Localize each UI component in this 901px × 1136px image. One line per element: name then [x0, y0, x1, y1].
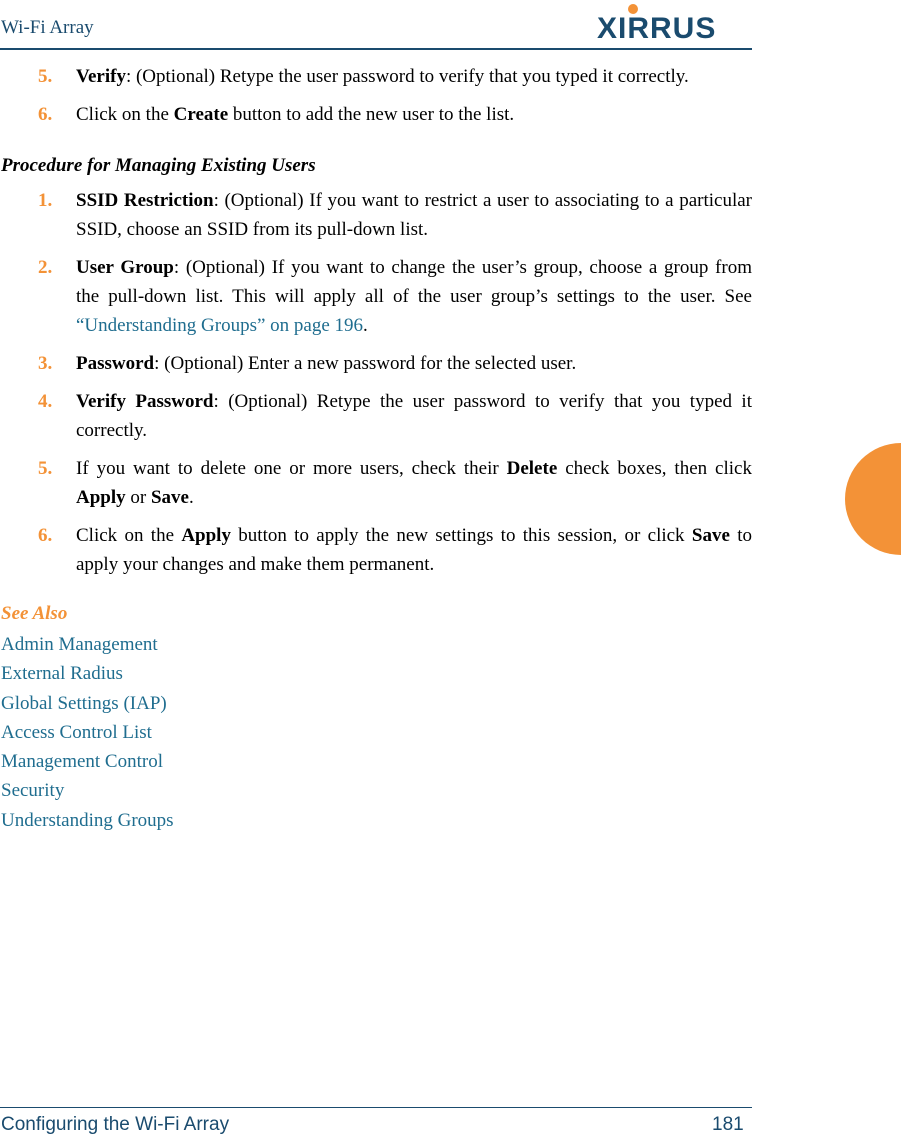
- chapter-side-tab: [845, 443, 901, 555]
- list-item: 2. User Group: (Optional) If you want to change the user’s group, choose a group from the pull-down list. This will apply all of the user group’s settings to the user. See “Understanding Groups” on page 196.: [38, 257, 752, 336]
- running-header-title: Wi-Fi Array: [1, 17, 94, 38]
- page-body: [0, 62, 752, 835]
- header-rule: [0, 48, 752, 50]
- see-also-link-security[interactable]: Security: [1, 780, 65, 802]
- list-item: 5. If you want to delete one or more users, check their Delete check boxes, then click Apply or Save.: [38, 458, 752, 508]
- page-number: 181: [712, 1114, 744, 1135]
- list-item: 5. Verify: (Optional) Retype the user password to verify that you typed it correctly.: [38, 66, 689, 87]
- list-item: 3. Password: (Optional) Enter a new password for the selected user.: [38, 353, 577, 374]
- list-item: 6. Click on the Apply button to apply the new settings to this session, or click Save to apply your changes and make them permanent.: [38, 525, 752, 575]
- footer-chapter-title: Configuring the Wi-Fi Array: [1, 1114, 230, 1135]
- see-also-link-external-radius[interactable]: External Radius: [1, 663, 123, 685]
- see-also-link-access-control-list[interactable]: Access Control List: [1, 721, 152, 743]
- section-heading: Procedure for Managing Existing Users: [1, 155, 316, 176]
- see-also-link-understanding-groups[interactable]: Understanding Groups: [1, 809, 174, 831]
- cross-reference-link[interactable]: “Understanding Groups” on page 196: [76, 315, 364, 336]
- see-also-link-admin-management[interactable]: Admin Management: [1, 634, 158, 655]
- list-item: 6. Click on the Create button to add the new user to the list.: [38, 104, 515, 125]
- footer-rule: [0, 1107, 752, 1108]
- see-also-link-global-settings[interactable]: Global Settings (IAP): [1, 692, 167, 714]
- svg-text:XIRRUS: XIRRUS: [597, 12, 717, 42]
- xirrus-logo: [597, 2, 747, 42]
- list-item: 4. Verify Password: (Optional) Retype the user password to verify that you typed it correctly.: [38, 391, 752, 441]
- see-also-link-management-control[interactable]: Management Control: [1, 751, 163, 773]
- list-item: 1. SSID Restriction: (Optional) If you want to restrict a user to associating to a particular SSID, choose an SSID from its pull-down list.: [38, 190, 752, 240]
- see-also-heading: See Also: [1, 603, 68, 624]
- see-also-list: [1, 630, 752, 835]
